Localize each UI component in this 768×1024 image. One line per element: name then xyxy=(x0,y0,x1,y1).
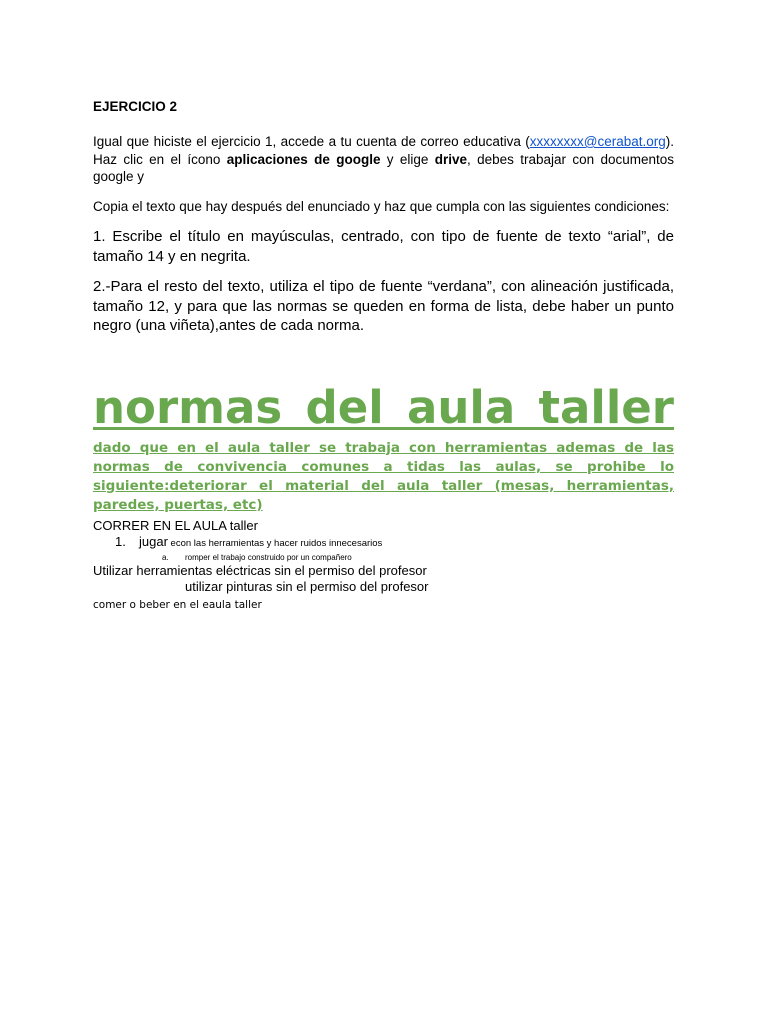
lettered-list-item xyxy=(93,552,674,563)
rule-pinturas: utilizar pinturas sin el permiso del profesor xyxy=(185,578,429,594)
p1-text-1: Igual que hiciste el ejercicio 1, accede a tu cuenta de correo educativa ( xyxy=(93,134,530,149)
rule-herramientas-electricas: Utilizar herramientas eléctricas sin el permiso del profesor xyxy=(93,562,427,578)
intro-paragraph: dado que en el aula taller se trabaja con herramientas ademas de las normas de convivencia comunes a tidas las aulas, se prohibe lo siguiente:deteriorar el material del aula taller (mesas, herramientas, paredes, puertas, etc) xyxy=(93,439,674,513)
rule-romper: romper el trabajo construido por un compañero xyxy=(185,552,352,562)
p1-text-2: ). Haz clic en el ícono xyxy=(93,134,674,167)
document-content xyxy=(93,98,674,612)
condition-1-paragraph: 1. Escribe el título en mayúsculas, centrado, con tipo de fuente de texto “arial”, de tamaño 14 y en negrita. xyxy=(93,228,674,265)
exercise-heading: EJERCICIO 2 xyxy=(93,99,178,114)
document-title: normas del aula taller xyxy=(93,380,674,434)
condition-2-paragraph: 2.-Para el resto del texto, utiliza el tipo de fuente “verdana”, con alineación justificada, tamaño 12, y para que las normas se queden en forma de lista, debe haber un punto negro (una viñeta),antes de cada norma. xyxy=(93,278,674,334)
p1-text-3: y elige xyxy=(380,151,435,167)
p1-bold-drive: drive xyxy=(434,151,468,167)
email-link[interactable]: xxxxxxxx@cerabat.org xyxy=(529,134,666,149)
instructions-paragraph-2: Copia el texto que hay después del enunciado y haz que cumpla con las siguientes condiciones: xyxy=(93,198,670,214)
numbered-list-item xyxy=(93,534,674,552)
rule-comer-beber: comer o beber en el eaula taller xyxy=(93,598,262,611)
list-number: 1. xyxy=(115,533,126,549)
instructions-paragraph-1 xyxy=(93,133,674,186)
rule-jugar-detail: econ las herramientas y hacer ruidos innecesarios xyxy=(167,537,383,549)
list-letter: a. xyxy=(162,552,169,562)
rule-jugar-main: jugar xyxy=(139,533,168,549)
p1-bold-apps: aplicaciones de google xyxy=(226,151,381,167)
rule-correr: CORRER EN EL AULA taller xyxy=(93,517,258,533)
p1-text-4: , debes trabajar con documentos google y xyxy=(93,151,675,184)
